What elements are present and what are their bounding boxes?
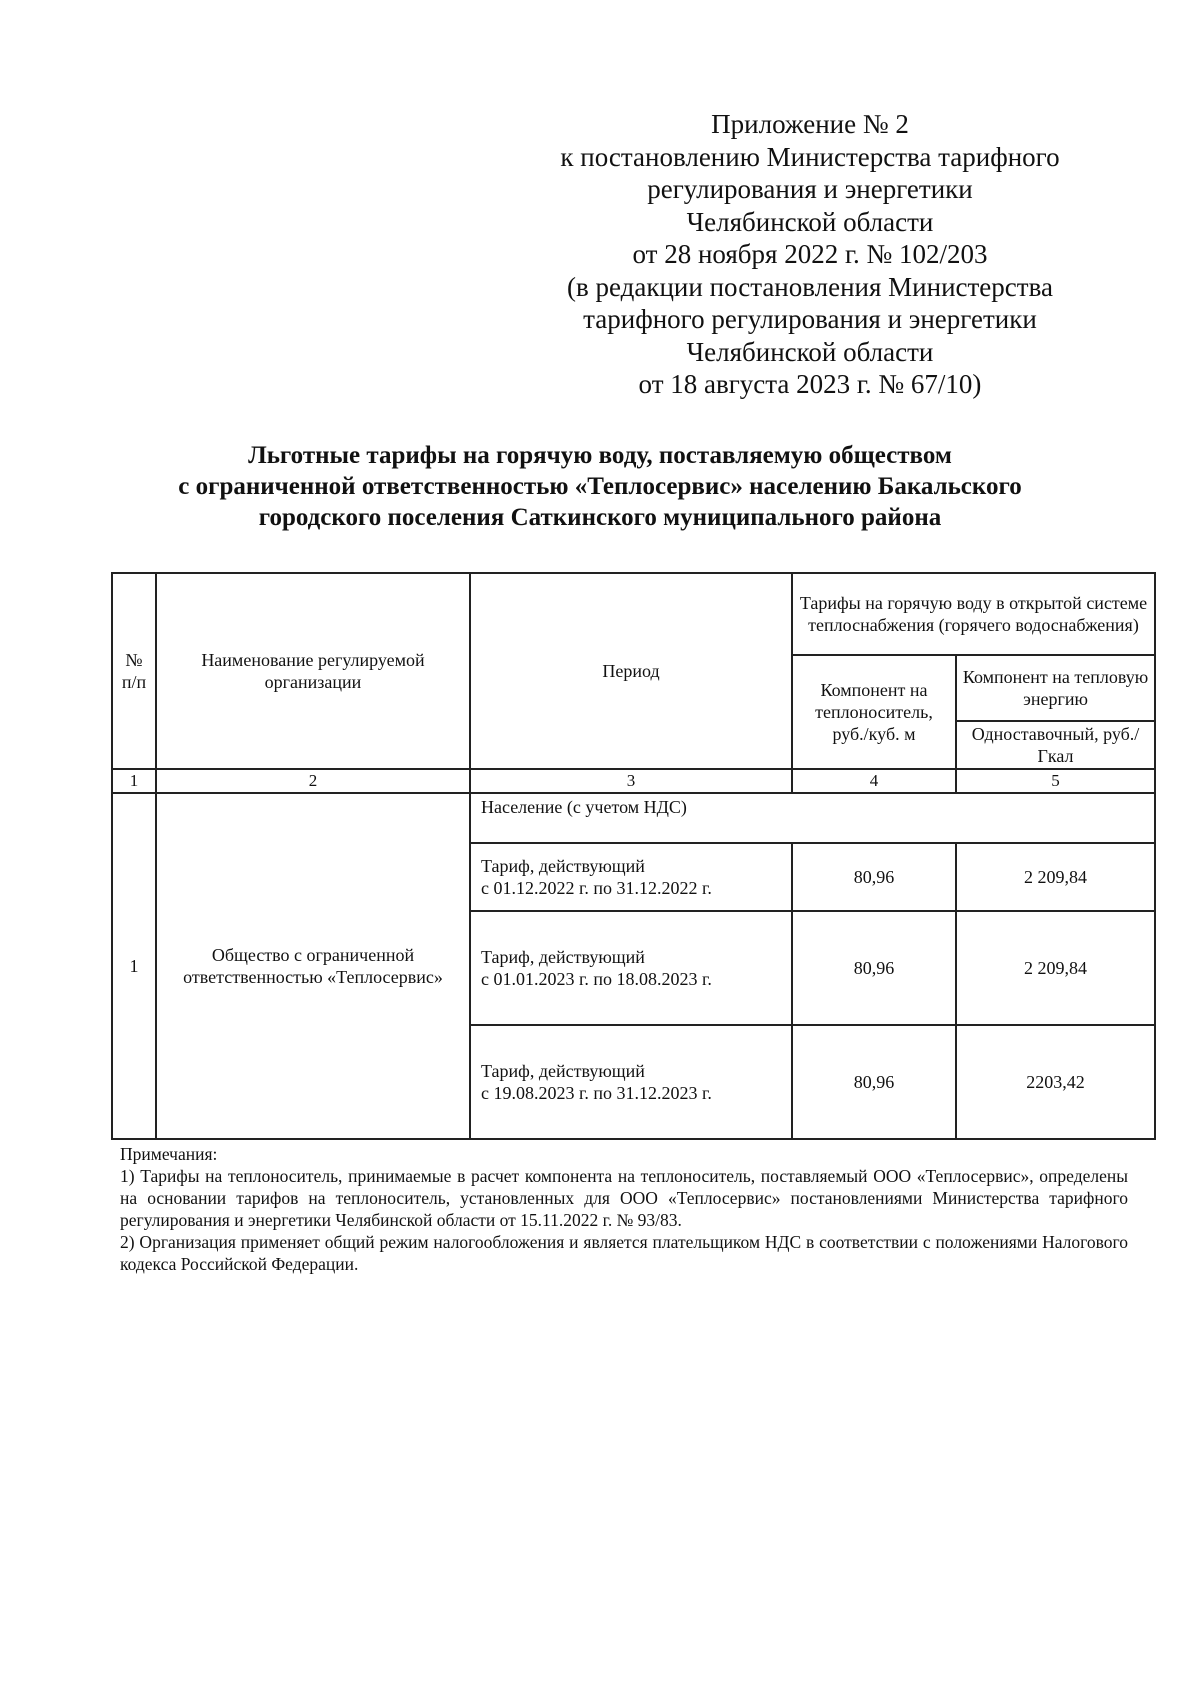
title-line: Льготные тарифы на горячую воду, поставляемую обществом [248, 442, 952, 469]
period-line: с 19.08.2023 г. по 31.12.2023 г. [481, 1083, 712, 1103]
org-name: Общество с ограниченной ответственностью «Теплосервис» [156, 793, 470, 1139]
note-item: 1) Тарифы на теплоноситель, принимаемые в расчет компонента на теплоноситель, поставляемый ООО «Теплосервис», определены на основании тарифов на теплоноситель, установленных для ООО «Теплосервис» постановлениями Министерства тарифного регулирования и энергетики Челябинской области от 15.11.2022 г. № 93/83. [120, 1166, 1128, 1230]
document-title [60, 440, 1140, 533]
population-label: Население (с учетом НДС) [470, 793, 1155, 843]
energy-value: 2 209,84 [956, 911, 1155, 1025]
title-line: городского поселения Саткинского муниципального района [258, 504, 942, 531]
appendix-line: регулирования и энергетики [647, 174, 973, 204]
appendix-header [520, 108, 1100, 401]
notes-heading: Примечания: [120, 1144, 218, 1164]
column-number: 1 [112, 769, 156, 793]
period-cell [470, 843, 792, 911]
column-number: 2 [156, 769, 470, 793]
column-number: 3 [470, 769, 792, 793]
title-line: с ограниченной ответственностью «Теплосервис» населению Бакальского [178, 473, 1022, 500]
header-carrier: Компонент на теплоноситель, руб./куб. м [792, 655, 956, 769]
header-single-rate: Одноставочный, руб./Гкал [956, 721, 1155, 769]
appendix-line: Челябинской области [686, 336, 934, 367]
period-cell [470, 1025, 792, 1139]
period-line: с 01.01.2023 г. по 18.08.2023 г. [481, 969, 712, 989]
carrier-value: 80,96 [792, 911, 956, 1025]
period-line: Тариф, действующий [481, 1061, 645, 1081]
period-line: Тариф, действующий [481, 856, 645, 876]
note-item: 2) Организация применяет общий режим налогообложения и является плательщиком НДС в соответствии с положениями Налогового кодекса Российской Федерации. [120, 1232, 1128, 1274]
appendix-line: тарифного регулирования и энергетики [583, 304, 1037, 334]
appendix-line: Челябинской области [686, 206, 934, 237]
period-line: с 01.12.2022 г. по 31.12.2022 г. [481, 878, 712, 898]
header-energy: Компонент на тепловую энергию [956, 655, 1155, 721]
carrier-value: 80,96 [792, 1025, 956, 1139]
appendix-line: от 18 августа 2023 г. № 67/10) [638, 369, 982, 399]
energy-value: 2203,42 [956, 1025, 1155, 1139]
row-number: 1 [112, 793, 156, 1139]
tariff-table [111, 572, 1156, 1140]
period-cell [470, 911, 792, 1025]
appendix-line: от 28 ноября 2022 г. № 102/203 [632, 239, 988, 269]
notes-section [120, 1143, 1128, 1275]
header-num: № п/п [112, 573, 156, 769]
column-number-row [112, 769, 1155, 793]
column-number: 5 [956, 769, 1155, 793]
appendix-line: к постановлению Министерства тарифного [560, 141, 1060, 172]
header-org: Наименование регулируемой организации [156, 573, 470, 769]
energy-value: 2 209,84 [956, 843, 1155, 911]
carrier-value: 80,96 [792, 843, 956, 911]
header-tariffs-group: Тарифы на горячую воду в открытой системе теплоснабжения (горячего водоснабжения) [792, 573, 1155, 655]
header-period: Период [470, 573, 792, 769]
appendix-line: Приложение № 2 [711, 109, 909, 139]
column-number: 4 [792, 769, 956, 793]
period-line: Тариф, действующий [481, 947, 645, 967]
appendix-line: (в редакции постановления Министерства [567, 271, 1053, 302]
